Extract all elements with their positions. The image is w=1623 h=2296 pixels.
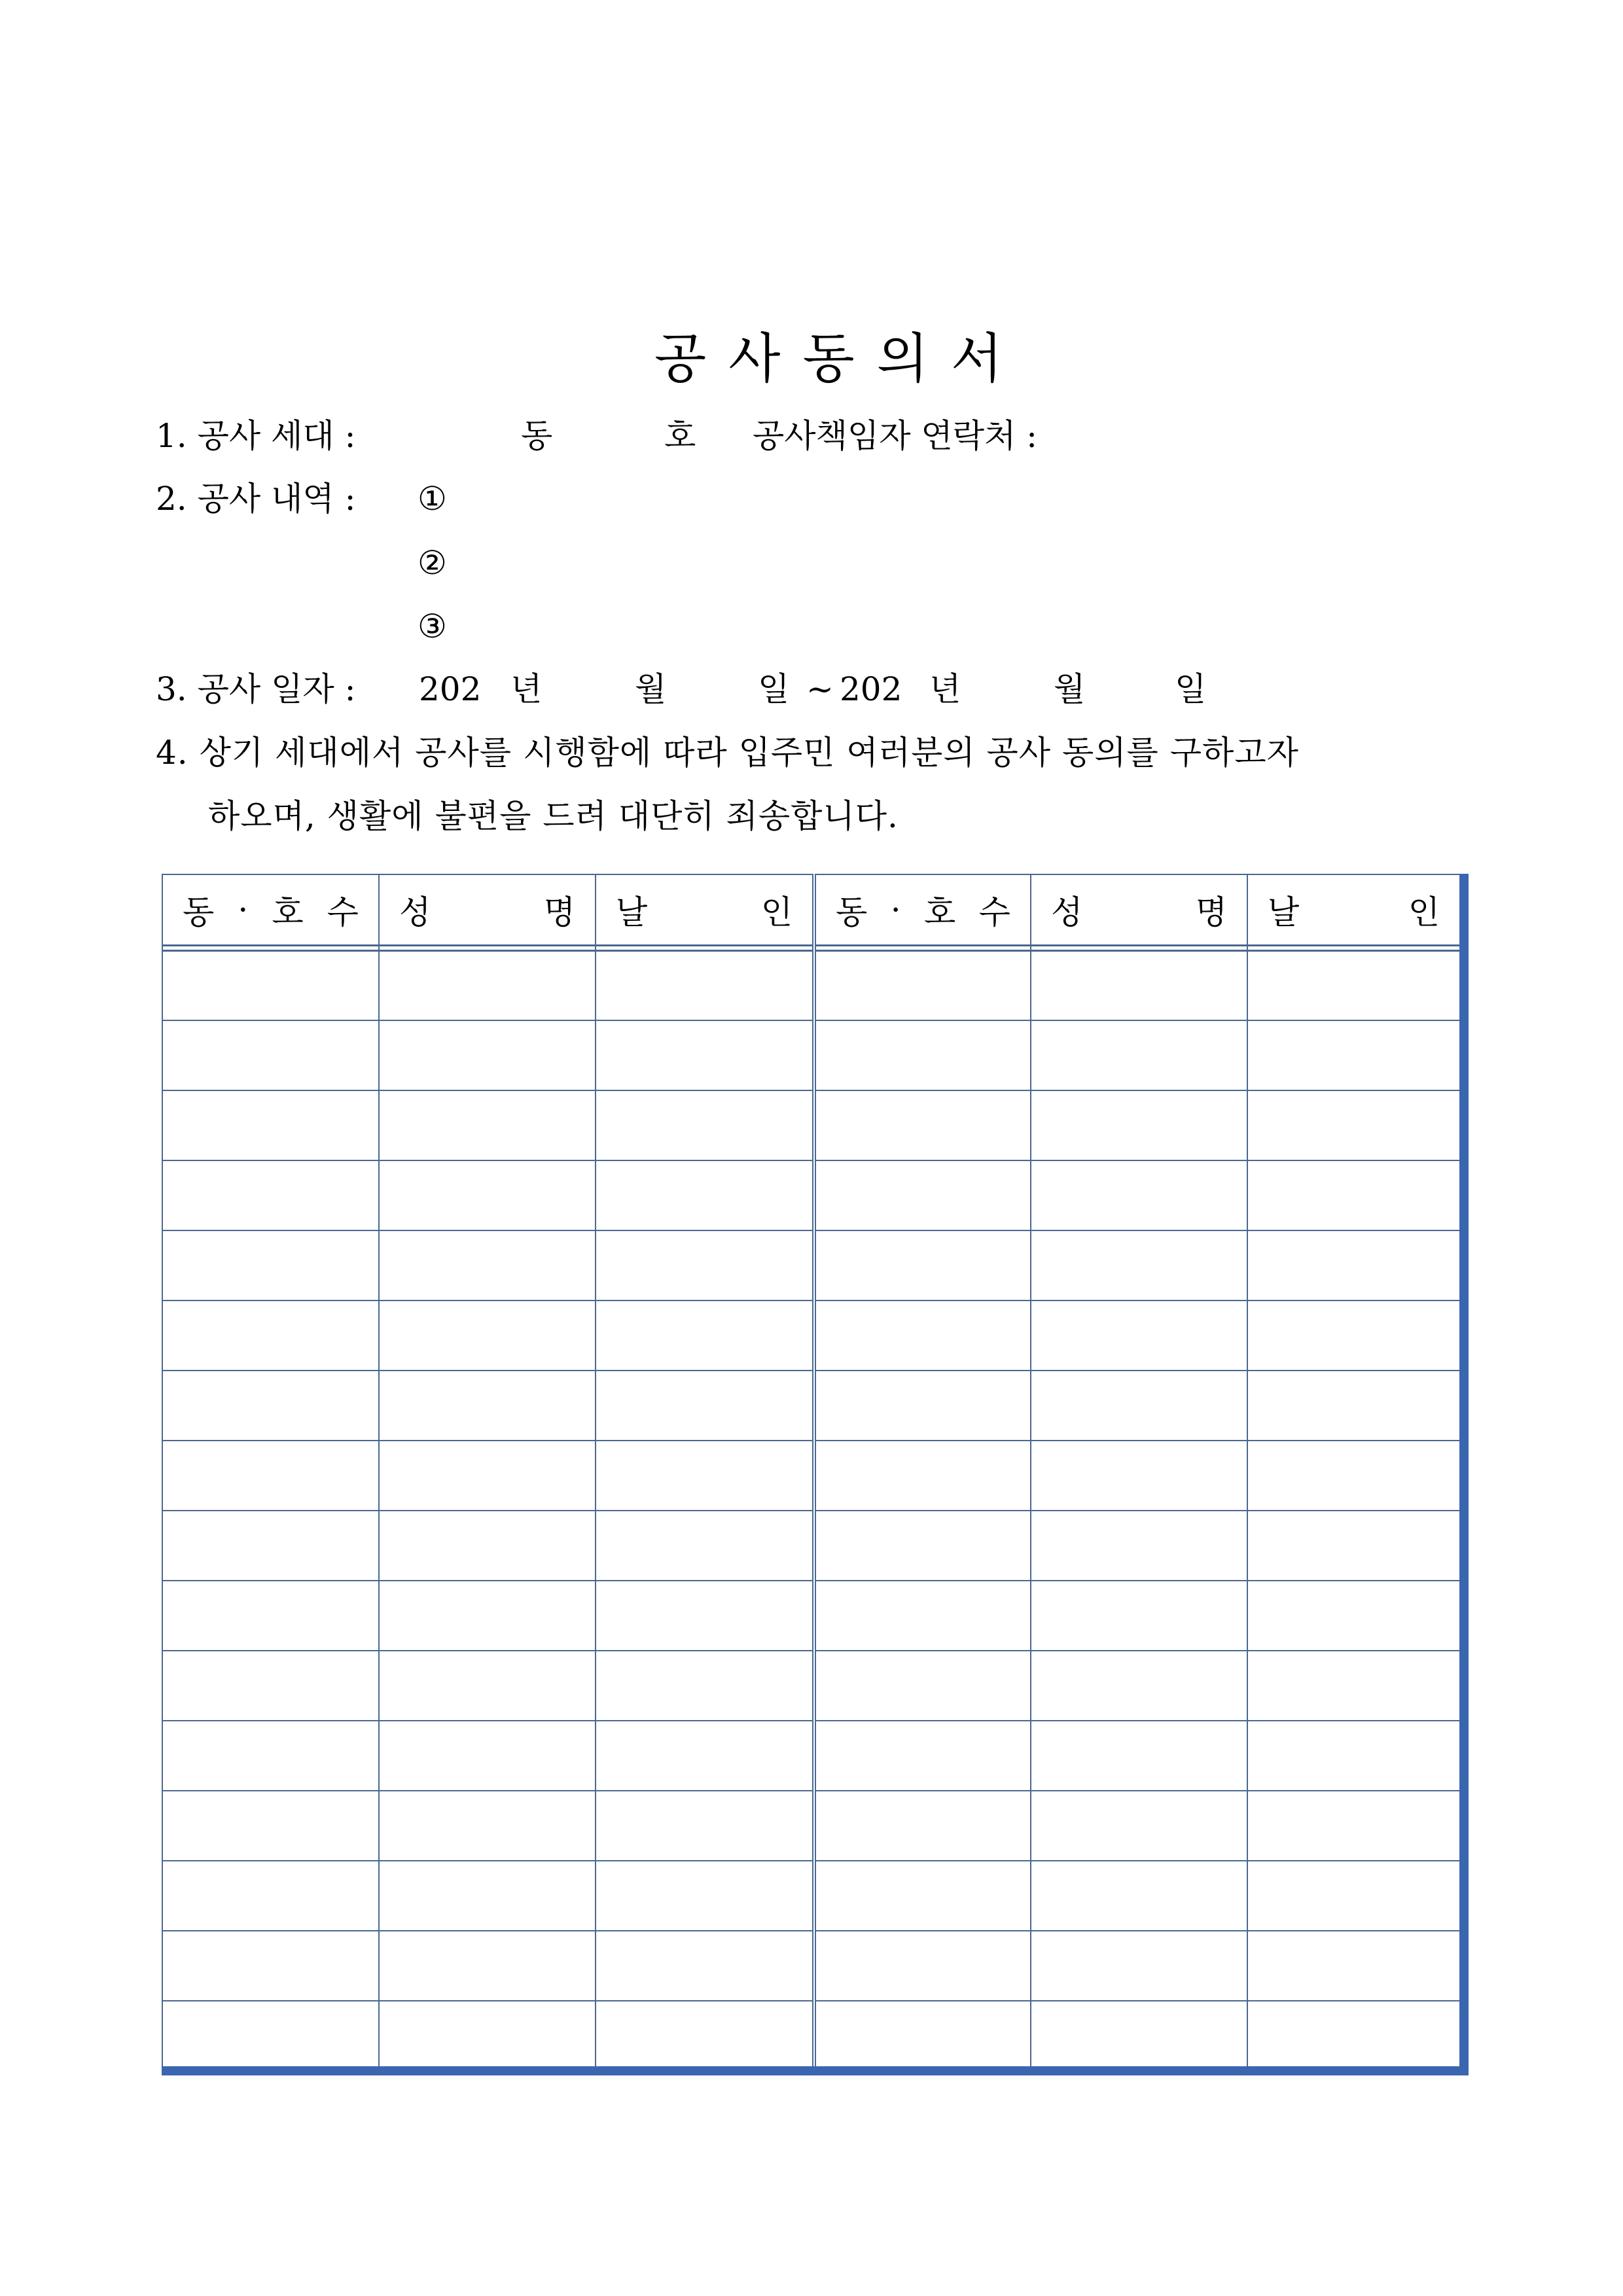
cell-dong-ho[interactable] bbox=[162, 1371, 379, 1441]
cell-name-2[interactable] bbox=[1031, 1300, 1247, 1371]
cell-name[interactable] bbox=[379, 2001, 596, 2071]
cell-dong-ho-2[interactable] bbox=[814, 1511, 1031, 1581]
cell-seal-2[interactable] bbox=[1247, 1300, 1464, 1371]
cell-seal-2[interactable] bbox=[1247, 1371, 1464, 1441]
cell-dong-ho[interactable] bbox=[162, 1230, 379, 1300]
table-row bbox=[162, 1300, 1464, 1371]
header-char: 수 bbox=[327, 893, 359, 931]
item2-entry-2: ② bbox=[418, 544, 447, 582]
cell-dong-ho[interactable] bbox=[162, 1300, 379, 1371]
table-row bbox=[162, 1441, 1464, 1511]
item1-label: 1. 공사 세대 : bbox=[156, 417, 356, 455]
table-row bbox=[162, 1791, 1464, 1861]
table-row bbox=[162, 1721, 1464, 1791]
cell-name[interactable] bbox=[379, 1230, 596, 1300]
signature-table bbox=[162, 874, 1469, 2075]
cell-name-2[interactable] bbox=[1031, 1791, 1247, 1861]
header-char: 성 bbox=[1051, 893, 1083, 931]
table-row bbox=[162, 1581, 1464, 1651]
table-row bbox=[162, 1090, 1464, 1160]
table-row bbox=[162, 1020, 1464, 1090]
item3-year-unit-2: 년 bbox=[929, 670, 961, 708]
title-char: 서 bbox=[950, 328, 1003, 390]
cell-name-2[interactable] bbox=[1031, 1581, 1247, 1651]
item3-month-unit-2: 월 bbox=[1054, 670, 1086, 708]
title-char: 의 bbox=[876, 328, 929, 390]
table-row bbox=[162, 1651, 1464, 1721]
table-row bbox=[162, 1160, 1464, 1230]
cell-name[interactable] bbox=[379, 1861, 596, 1931]
cell-name-2[interactable] bbox=[1031, 2001, 1247, 2071]
header-char: 인 bbox=[1408, 893, 1440, 931]
cell-name-2[interactable] bbox=[1031, 1511, 1247, 1581]
cell-dong-ho-2[interactable] bbox=[814, 1020, 1031, 1090]
cell-name-2[interactable] bbox=[1031, 1020, 1247, 1090]
header-dong-ho bbox=[162, 874, 379, 945]
cell-dong-ho-2[interactable] bbox=[814, 1300, 1031, 1371]
cell-seal-2[interactable] bbox=[1247, 1020, 1464, 1090]
header-char: 호 bbox=[272, 893, 304, 931]
cell-name-2[interactable] bbox=[1031, 950, 1247, 1020]
cell-dong-ho-2[interactable] bbox=[814, 950, 1031, 1020]
cell-seal-2[interactable] bbox=[1247, 1160, 1464, 1230]
table-row bbox=[162, 950, 1464, 1020]
item3-tilde: ~ bbox=[806, 670, 834, 708]
cell-seal[interactable] bbox=[596, 1371, 814, 1441]
cell-seal[interactable] bbox=[596, 1441, 814, 1511]
header-char: 날 bbox=[1268, 893, 1300, 931]
cell-name[interactable] bbox=[379, 1651, 596, 1721]
cell-dong-ho-2[interactable] bbox=[814, 1721, 1031, 1791]
item2-entry-1: ① bbox=[418, 480, 447, 518]
cell-name[interactable] bbox=[379, 1511, 596, 1581]
cell-name[interactable] bbox=[379, 1791, 596, 1861]
cell-dong-ho-2[interactable] bbox=[814, 1861, 1031, 1931]
cell-dong-ho[interactable] bbox=[162, 1791, 379, 1861]
cell-dong-ho-2[interactable] bbox=[814, 1160, 1031, 1230]
cell-dong-ho[interactable] bbox=[162, 1721, 379, 1791]
cell-seal[interactable] bbox=[596, 1511, 814, 1581]
cell-name-2[interactable] bbox=[1031, 1230, 1247, 1300]
cell-seal-2[interactable] bbox=[1247, 1230, 1464, 1300]
item2-label: 2. 공사 내역 : bbox=[156, 480, 356, 518]
cell-dong-ho-2[interactable] bbox=[814, 1651, 1031, 1721]
header-name-2 bbox=[1031, 874, 1247, 945]
cell-name-2[interactable] bbox=[1031, 1651, 1247, 1721]
cell-name-2[interactable] bbox=[1031, 1441, 1247, 1511]
cell-name-2[interactable] bbox=[1031, 1861, 1247, 1931]
cell-name-2[interactable] bbox=[1031, 1160, 1247, 1230]
cell-dong-ho-2[interactable] bbox=[814, 1371, 1031, 1441]
cell-seal[interactable] bbox=[596, 1230, 814, 1300]
cell-name-2[interactable] bbox=[1031, 1721, 1247, 1791]
cell-seal[interactable] bbox=[596, 950, 814, 1020]
table-row bbox=[162, 1861, 1464, 1931]
cell-seal-2[interactable] bbox=[1247, 1791, 1464, 1861]
cell-seal[interactable] bbox=[596, 1020, 814, 1090]
item3-year-unit: 년 bbox=[510, 670, 543, 708]
header-char: 날 bbox=[616, 893, 648, 931]
cell-name[interactable] bbox=[379, 1441, 596, 1511]
header-char: 명 bbox=[1195, 893, 1227, 931]
header-double-rule bbox=[162, 945, 1464, 950]
cell-name[interactable] bbox=[379, 1160, 596, 1230]
cell-seal[interactable] bbox=[596, 1581, 814, 1651]
cell-seal[interactable] bbox=[596, 2001, 814, 2071]
cell-name[interactable] bbox=[379, 1581, 596, 1651]
cell-seal[interactable] bbox=[596, 1090, 814, 1160]
cell-seal-2[interactable] bbox=[1247, 1441, 1464, 1511]
item2-entry-3: ③ bbox=[418, 607, 447, 645]
cell-name-2[interactable] bbox=[1031, 1371, 1247, 1441]
cell-dong-ho[interactable] bbox=[162, 1160, 379, 1230]
header-char: 성 bbox=[399, 893, 431, 931]
cell-dong-ho-2[interactable] bbox=[814, 1441, 1031, 1511]
cell-seal-2[interactable] bbox=[1247, 1090, 1464, 1160]
item3-label: 3. 공사 일자 : bbox=[156, 670, 356, 708]
item1-ho: 호 bbox=[664, 417, 696, 455]
header-char: 수 bbox=[978, 893, 1010, 931]
cell-dong-ho[interactable] bbox=[162, 1090, 379, 1160]
cell-name[interactable] bbox=[379, 1020, 596, 1090]
cell-seal[interactable] bbox=[596, 1300, 814, 1371]
cell-dong-ho-2[interactable] bbox=[814, 1230, 1031, 1300]
cell-seal-2[interactable] bbox=[1247, 1581, 1464, 1651]
header-dong-ho-2 bbox=[814, 874, 1031, 945]
header-seal-2 bbox=[1247, 874, 1464, 945]
item1-contact-label: 공사책임자 연락처 : bbox=[753, 417, 1038, 455]
table-row bbox=[162, 2001, 1464, 2071]
table-row bbox=[162, 1931, 1464, 2001]
cell-seal-2[interactable] bbox=[1247, 1721, 1464, 1791]
table-row bbox=[162, 1371, 1464, 1441]
cell-dong-ho[interactable] bbox=[162, 1651, 379, 1721]
item3-start-year: 202 bbox=[419, 670, 482, 708]
header-char: 명 bbox=[543, 893, 575, 931]
cell-dong-ho[interactable] bbox=[162, 1581, 379, 1651]
cell-name[interactable] bbox=[379, 1371, 596, 1441]
table-row bbox=[162, 1511, 1464, 1581]
cell-dong-ho-2[interactable] bbox=[814, 1090, 1031, 1160]
cell-seal-2[interactable] bbox=[1247, 1861, 1464, 1931]
cell-dong-ho-2[interactable] bbox=[814, 2001, 1031, 2071]
cell-dong-ho[interactable] bbox=[162, 1511, 379, 1581]
table-header-row bbox=[162, 874, 1464, 945]
cell-dong-ho-2[interactable] bbox=[814, 1931, 1031, 2001]
header-char: · bbox=[238, 890, 249, 929]
cell-name[interactable] bbox=[379, 1090, 596, 1160]
header-char: 호 bbox=[923, 893, 956, 931]
cell-dong-ho[interactable] bbox=[162, 1441, 379, 1511]
header-char: 동 bbox=[183, 893, 215, 931]
cell-seal[interactable] bbox=[596, 1721, 814, 1791]
page-title bbox=[0, 254, 1623, 393]
title-char: 사 bbox=[728, 328, 781, 390]
cell-seal[interactable] bbox=[596, 1160, 814, 1230]
cell-dong-ho[interactable] bbox=[162, 1861, 379, 1931]
item3-day-unit: 일 bbox=[758, 670, 790, 708]
cell-dong-ho-2[interactable] bbox=[814, 1581, 1031, 1651]
cell-dong-ho-2[interactable] bbox=[814, 1791, 1031, 1861]
cell-seal-2[interactable] bbox=[1247, 1931, 1464, 2001]
cell-seal-2[interactable] bbox=[1247, 2001, 1464, 2071]
item3-month-unit: 월 bbox=[635, 670, 667, 708]
header-char: 동 bbox=[836, 893, 868, 931]
cell-dong-ho[interactable] bbox=[162, 2001, 379, 2071]
item3-day-unit-2: 일 bbox=[1175, 670, 1207, 708]
cell-name-2[interactable] bbox=[1031, 1090, 1247, 1160]
cell-seal[interactable] bbox=[596, 1791, 814, 1861]
header-char: 인 bbox=[760, 893, 793, 931]
cell-name[interactable] bbox=[379, 950, 596, 1020]
cell-dong-ho[interactable] bbox=[162, 1931, 379, 2001]
cell-name[interactable] bbox=[379, 1721, 596, 1791]
header-name bbox=[379, 874, 596, 945]
cell-name[interactable] bbox=[379, 1300, 596, 1371]
cell-seal[interactable] bbox=[596, 1651, 814, 1721]
item1-dong: 동 bbox=[521, 417, 553, 455]
header-char: · bbox=[890, 890, 901, 929]
title-char: 동 bbox=[802, 328, 855, 390]
cell-dong-ho[interactable] bbox=[162, 1020, 379, 1090]
cell-dong-ho[interactable] bbox=[162, 950, 379, 1020]
cell-seal-2[interactable] bbox=[1247, 1651, 1464, 1721]
item4-line1: 4. 상기 세대에서 공사를 시행함에 따라 입주민 여러분의 공사 동의를 구하고자 bbox=[156, 734, 1299, 772]
cell-name[interactable] bbox=[379, 1931, 596, 2001]
table-row bbox=[162, 1230, 1464, 1300]
cell-name-2[interactable] bbox=[1031, 1931, 1247, 2001]
cell-seal-2[interactable] bbox=[1247, 950, 1464, 1020]
item4-line2: 하오며, 생활에 불편을 드려 대단히 죄송합니다. bbox=[208, 797, 899, 835]
header-seal bbox=[596, 874, 814, 945]
title-char: 공 bbox=[654, 328, 707, 390]
cell-seal[interactable] bbox=[596, 1861, 814, 1931]
cell-seal[interactable] bbox=[596, 1931, 814, 2001]
item3-end-year: 202 bbox=[840, 670, 902, 708]
cell-seal-2[interactable] bbox=[1247, 1511, 1464, 1581]
